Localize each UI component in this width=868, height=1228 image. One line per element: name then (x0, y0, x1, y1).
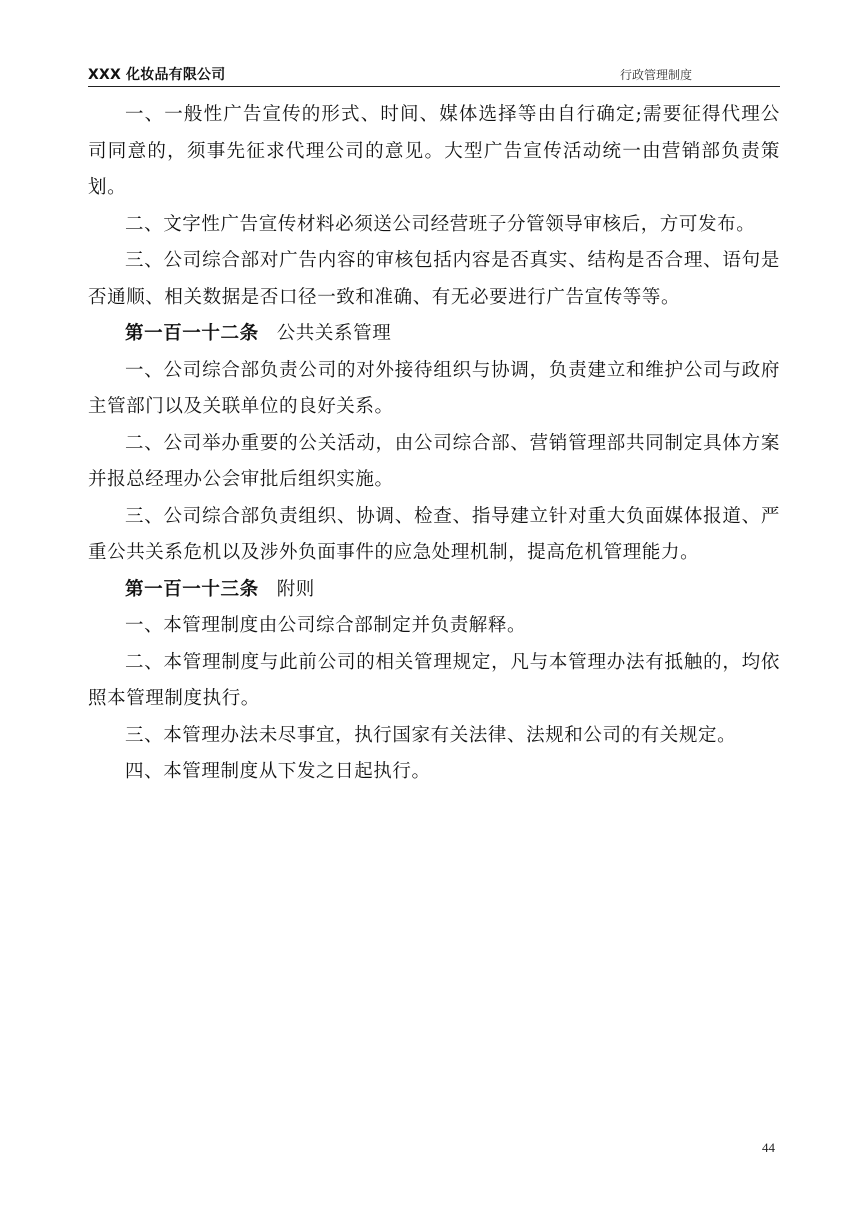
document-body (88, 97, 780, 791)
article-number: 第一百一十二条 (125, 323, 259, 344)
article-number: 第一百一十三条 (125, 578, 259, 600)
paragraph: 三、公司综合部负责组织、协调、检查、指导建立针对重大负面媒体报道、严重公共关系危机以及涉外负面事件的应急处理机制，提高危机管理能力。 (88, 505, 780, 563)
company-name: XXX 化妆品有限公司 (88, 67, 226, 83)
paragraph: 三、公司综合部对广告内容的审核包括内容是否真实、结构是否合理、语句是否通顺、相关数据是否口径一致和准确、有无必要进行广告宣传等等。 (88, 250, 780, 308)
paragraph: 二、文字性广告宣传材料必须送公司经营班子分管领导审核后，方可发布。 (125, 213, 756, 235)
paragraph: 二、本管理制度与此前公司的相关管理规定，凡与本管理办法有抵触的，均依照本管理制度执行。 (88, 651, 780, 709)
paragraph: 三、本管理办法未尽事宜，执行国家有关法律、法规和公司的有关规定。 (125, 724, 737, 746)
paragraph: 一、公司综合部负责公司的对外接待组织与协调，负责建立和维护公司与政府主管部门以及关联单位的良好关系。 (88, 359, 780, 417)
paragraph: 二、公司举办重要的公关活动，由公司综合部、营销管理部共同制定具体方案并报总经理办公会审批后组织实施。 (88, 432, 780, 490)
article-title: 公共关系管理 (276, 323, 392, 344)
paragraph: 四、本管理制度从下发之日起执行。 (125, 761, 431, 782)
paragraph: 一、本管理制度由公司综合部制定并负责解释。 (125, 615, 527, 636)
page-header (88, 60, 780, 87)
article-heading (88, 316, 780, 353)
document-title: 行政管理制度 (620, 68, 693, 82)
paragraph: 一、一般性广告宣传的形式、时间、媒体选择等由自行确定;需要征得代理公司同意的，须事先征求代理公司的意见。大型广告宣传活动统一由营销部负责策划。 (88, 104, 780, 198)
page-number: 44 (762, 1140, 775, 1155)
article-heading (88, 572, 780, 609)
article-title: 附则 (276, 578, 315, 600)
